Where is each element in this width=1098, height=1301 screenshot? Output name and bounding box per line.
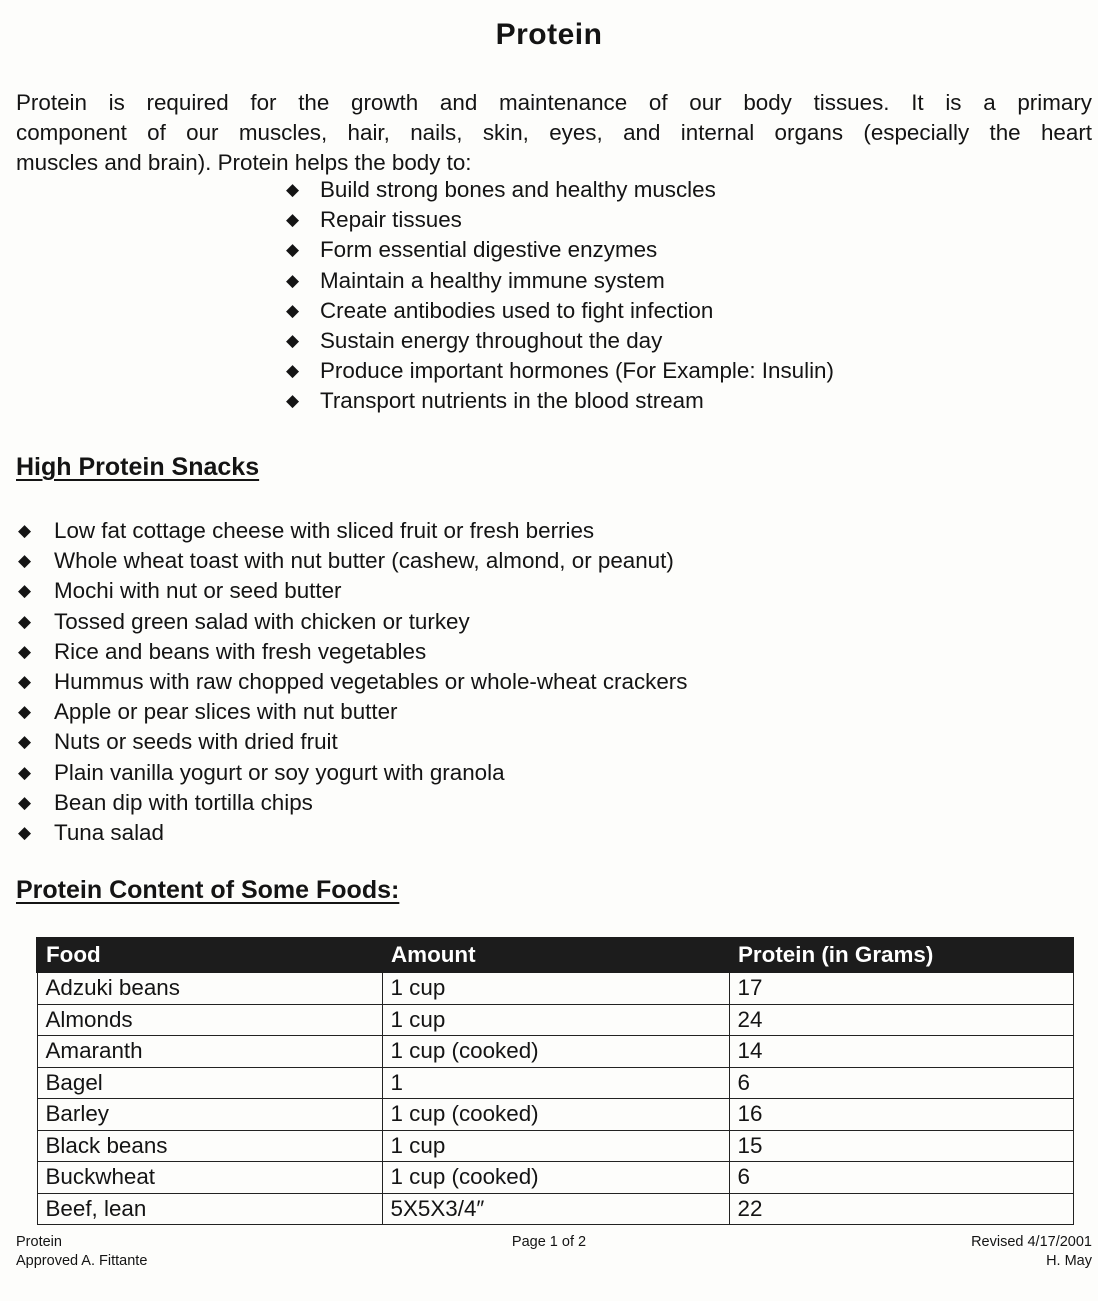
amount-cell: 1 cup [382, 1130, 729, 1162]
snack-text: Tuna salad [54, 819, 164, 845]
diamond-bullet-icon: ◆ [286, 361, 300, 381]
intro-line: Protein is required for the growth and maintenance of our body tissues. It is a primary [16, 90, 1092, 115]
footer-document-name: Protein [16, 1234, 62, 1250]
list-item [286, 266, 834, 296]
diamond-bullet-icon: ◆ [18, 822, 32, 842]
page-title: Protein [495, 18, 603, 51]
list-item [286, 296, 834, 326]
benefit-text: Repair tissues [320, 207, 462, 233]
food-cell: Buckwheat [37, 1162, 382, 1194]
list-item [18, 788, 687, 818]
food-cell: Barley [37, 1099, 382, 1131]
footer-author: H. May [1046, 1253, 1092, 1269]
diamond-bullet-icon: ◆ [286, 300, 300, 320]
list-item [18, 607, 687, 637]
benefit-text: Sustain energy throughout the day [320, 327, 663, 353]
column-header-amount: Amount [382, 938, 729, 972]
snack-text: Plain vanilla yogurt or soy yogurt with granola [54, 759, 505, 785]
protein-cell: 16 [729, 1099, 1073, 1131]
protein-cell: 24 [729, 1004, 1073, 1036]
table-row [37, 1099, 1073, 1131]
diamond-bullet-icon: ◆ [18, 732, 32, 752]
list-item [18, 667, 687, 697]
list-item [286, 205, 834, 235]
diamond-bullet-icon: ◆ [18, 611, 32, 631]
footer-revised-date: Revised 4/17/2001 [971, 1234, 1092, 1250]
protein-cell: 17 [729, 972, 1073, 1004]
amount-cell: 1 [382, 1067, 729, 1099]
protein-cell: 14 [729, 1036, 1073, 1068]
list-item [286, 386, 834, 416]
diamond-bullet-icon: ◆ [286, 240, 300, 260]
diamond-bullet-icon: ◆ [286, 270, 300, 290]
diamond-bullet-icon: ◆ [18, 702, 32, 722]
diamond-bullet-icon: ◆ [286, 210, 300, 230]
footer-page-number: Page 1 of 2 [511, 1234, 587, 1250]
amount-cell: 1 cup [382, 972, 729, 1004]
list-item [18, 697, 687, 727]
benefit-text: Form essential digestive enzymes [320, 237, 658, 263]
diamond-bullet-icon: ◆ [18, 551, 32, 571]
benefits-list [286, 175, 834, 417]
diamond-bullet-icon: ◆ [18, 641, 32, 661]
list-item [286, 235, 834, 265]
table-row [37, 1036, 1073, 1068]
diamond-bullet-icon: ◆ [18, 792, 32, 812]
food-cell: Black beans [37, 1130, 382, 1162]
amount-cell: 1 cup (cooked) [382, 1036, 729, 1068]
column-header-protein: Protein (in Grams) [729, 938, 1073, 972]
list-item [18, 576, 687, 606]
intro-paragraph [16, 88, 1092, 178]
protein-cell: 6 [729, 1162, 1073, 1194]
snack-text: Apple or pear slices with nut butter [54, 699, 398, 725]
amount-cell: 1 cup [382, 1004, 729, 1036]
protein-content-table [36, 937, 1074, 1225]
protein-cell: 15 [729, 1130, 1073, 1162]
food-cell: Adzuki beans [37, 972, 382, 1004]
benefit-text: Build strong bones and healthy muscles [320, 177, 716, 202]
snack-text: Bean dip with tortilla chips [54, 789, 313, 815]
list-item [18, 758, 687, 788]
table-row [37, 1130, 1073, 1162]
list-item [18, 818, 687, 848]
list-item [286, 175, 834, 205]
diamond-bullet-icon: ◆ [18, 671, 32, 691]
diamond-bullet-icon: ◆ [286, 330, 300, 350]
diamond-bullet-icon: ◆ [286, 391, 300, 411]
list-item [18, 516, 687, 546]
intro-line: component of our muscles, hair, nails, skin, eyes, and internal organs (especially the heart [16, 120, 1092, 145]
list-item [18, 637, 687, 667]
benefit-text: Produce important hormones (For Example: Insulin) [320, 358, 834, 384]
intro-line: muscles and brain). Protein helps the body to: [16, 150, 472, 175]
food-cell: Bagel [37, 1067, 382, 1099]
table-row [37, 1067, 1073, 1099]
diamond-bullet-icon: ◆ [286, 180, 300, 199]
diamond-bullet-icon: ◆ [18, 521, 32, 540]
food-cell: Amaranth [37, 1036, 382, 1068]
list-item [286, 356, 834, 386]
table-row [37, 1162, 1073, 1194]
table-row [37, 972, 1073, 1004]
table-header-row [37, 938, 1073, 972]
benefit-text: Transport nutrients in the blood stream [320, 388, 704, 414]
snack-text: Nuts or seeds with dried fruit [54, 729, 338, 755]
snack-text: Hummus with raw chopped vegetables or whole-wheat crackers [54, 668, 688, 694]
snacks-list [18, 516, 687, 848]
snack-text: Low fat cottage cheese with sliced fruit or fresh berries [54, 518, 595, 543]
snack-text: Tossed green salad with chicken or turkey [54, 608, 470, 634]
snack-text: Mochi with nut or seed butter [54, 578, 342, 604]
list-item [18, 727, 687, 757]
amount-cell: 5X5X3/4″ [382, 1193, 729, 1225]
table-row [37, 1193, 1073, 1225]
benefit-text: Maintain a healthy immune system [320, 267, 665, 293]
footer-approval: Approved A. Fittante [16, 1253, 148, 1269]
benefit-text: Create antibodies used to fight infection [320, 297, 714, 323]
amount-cell: 1 cup (cooked) [382, 1099, 729, 1131]
protein-cell: 6 [729, 1067, 1073, 1099]
snack-text: Whole wheat toast with nut butter (cashew, almond, or peanut) [54, 548, 674, 574]
column-header-food: Food [37, 938, 382, 972]
footer-right [971, 1233, 1092, 1271]
table-row [37, 1004, 1073, 1036]
list-item [286, 326, 834, 356]
snacks-heading: High Protein Snacks [16, 453, 260, 481]
diamond-bullet-icon: ◆ [18, 762, 32, 782]
food-cell: Almonds [37, 1004, 382, 1036]
list-item [18, 546, 687, 576]
protein-content-heading: Protein Content of Some Foods: [16, 876, 400, 904]
protein-cell: 22 [729, 1193, 1073, 1225]
amount-cell: 1 cup (cooked) [382, 1162, 729, 1194]
diamond-bullet-icon: ◆ [18, 581, 32, 601]
snack-text: Rice and beans with fresh vegetables [54, 638, 427, 664]
food-cell: Beef, lean [37, 1193, 382, 1225]
